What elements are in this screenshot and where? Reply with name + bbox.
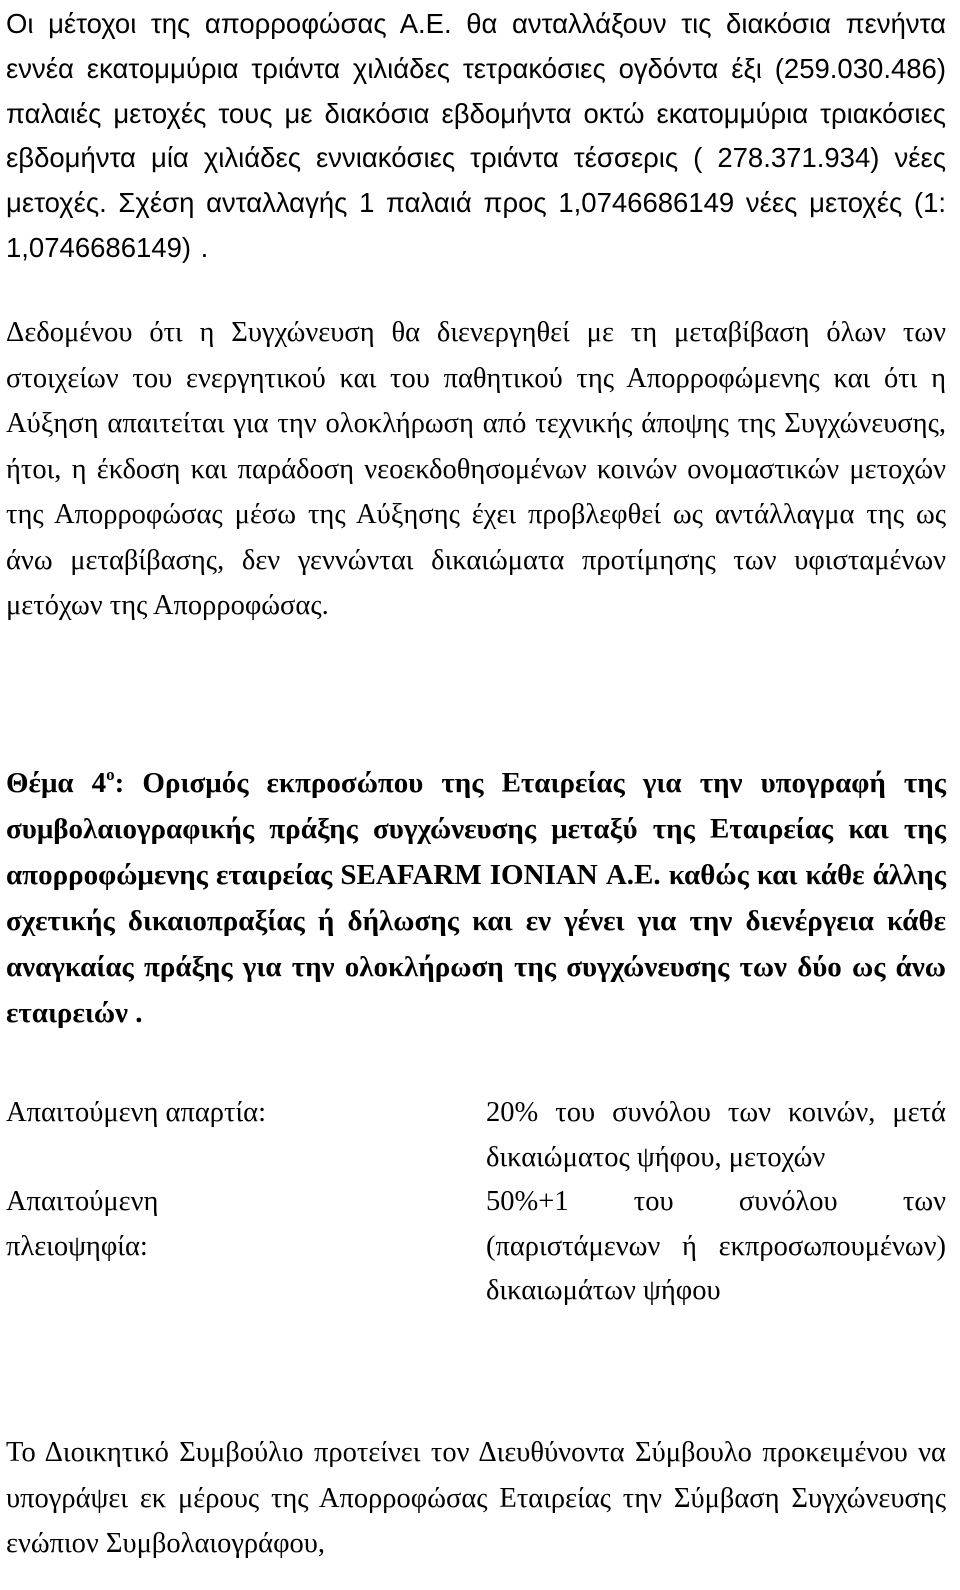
- board-proposal-paragraph: Το Διοικητικό Συμβούλιο προτείνει τον Διευθύνοντα Σύμβουλο προκειμένου να υπογράψει εκ μέρους της Απορροφώσας Εταιρείας την Σύμβαση Συγχώνευσης ενώπιον Συμβολαιογράφου,: [6, 1437, 946, 1559]
- quorum-row: [6, 1091, 946, 1180]
- majority-row: [6, 1180, 946, 1314]
- agenda-item-4-prefix: Θέμα 4: [6, 767, 107, 799]
- quorum-value: 20% του συνόλου των κοινών, μετά δικαιώματος ψήφου, μετοχών: [486, 1097, 946, 1173]
- voting-requirements: [6, 1091, 946, 1314]
- agenda-item-4-title: : Ορισμός εκπροσώπου της Εταιρείας για την υπογραφή της συμβολαιογραφικής πράξης συγχώνευσης μεταξύ της Εταιρείας και της απορροφώμενης εταιρείας SEAFARM IONIAN Α.Ε. καθώς και κάθε άλλης σχετικής δικαιοπραξίας ή δήλωσης και εν γένει για την διενέργεια κάθε αναγκαίας πράξης για την ολοκλήρωση της συγχώνευσης των δύο ως άνω εταιρειών .: [6, 767, 947, 1029]
- majority-label: Απαιτούμενη πλειοψηφία:: [6, 1186, 159, 1262]
- agenda-item-4-ordinal: ο: [106, 765, 115, 784]
- agenda-item-4-heading: [6, 760, 946, 1036]
- majority-value: 50%+1 του συνόλου των (παριστάμενων ή εκπροσωπουμένων) δικαιωμάτων ψήφου: [486, 1186, 946, 1306]
- exchange-ratio-paragraph: Οι μέτοχοι της απορροφώσας Α.Ε. θα ανταλλάξουν τις διακόσια πενήντα εννέα εκατομμύρια τριάντα χιλιάδες τετρακόσιες ογδόντα έξι (259.030.486) παλαιές μετοχές τους με διακόσια εβδομήντα οκτώ εκατομμύρια τριακόσιες εβδομήντα μία χιλιάδες εννιακόσιες τριάντα τέσσερις ( 278.371.934) νέες μετοχές. Σχέση ανταλλαγής 1 παλαιά προς 1,0746686149 νέες μετοχές (1: 1,0746686149) .: [6, 8, 946, 263]
- preemption-rights-paragraph: Δεδομένου ότι η Συγχώνευση θα διενεργηθεί με τη μεταβίβαση όλων των στοιχείων του ενεργητικού και του παθητικού της Απορροφώμενης και ότι η Αύξηση απαιτείται για την ολοκλήρωση από τεχνικής άποψης της Συγχώνευσης, ήτοι, η έκδοση και παράδοση νεοεκδοθησομένων κοινών ονομαστικών μετοχών της Απορροφώσας μέσω της Αύξησης έχει προβλεφθεί ως αντάλλαγμα της ως άνω μεταβίβασης, δεν γεννώνται δικαιώματα προτίμησης των υφισταμένων μετόχων της Απορροφώσας.: [6, 317, 946, 621]
- quorum-label: Απαιτούμενη απαρτία:: [6, 1097, 266, 1128]
